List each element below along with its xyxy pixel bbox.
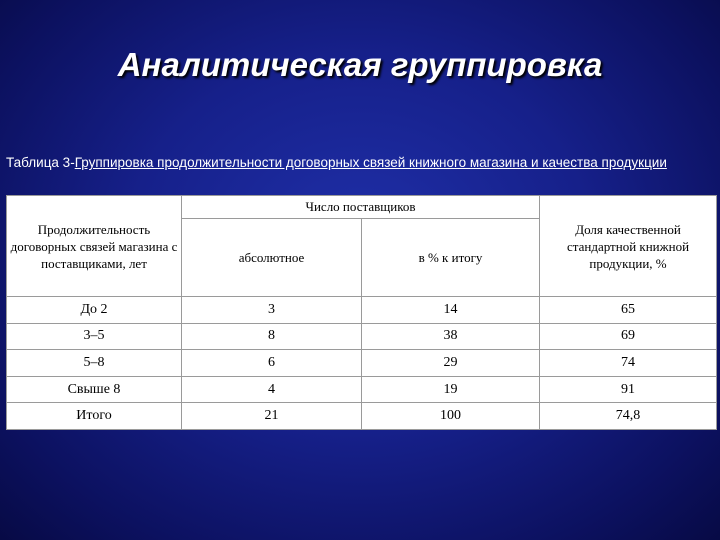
- table-row: [7, 376, 717, 403]
- row-percent: 14: [362, 297, 540, 324]
- grouping-table: [6, 195, 717, 430]
- table-row: [7, 350, 717, 377]
- row-share: 74,8: [540, 403, 717, 430]
- header-duration: Продолжительность договорных связей магазина с поставщиками, лет: [7, 196, 182, 297]
- row-percent: 100: [362, 403, 540, 430]
- slide-title: Аналитическая группировка: [117, 46, 603, 83]
- row-share: 65: [540, 297, 717, 324]
- row-absolute: 6: [182, 350, 362, 377]
- header-share: Доля качественной стандартной книжной продукции, %: [540, 196, 717, 297]
- grouping-table-container: [6, 195, 716, 430]
- row-duration: 5–8: [7, 350, 182, 377]
- row-percent: 29: [362, 350, 540, 377]
- table-caption: [6, 155, 706, 171]
- row-duration: До 2: [7, 297, 182, 324]
- row-duration: Свыше 8: [7, 376, 182, 403]
- header-absolute: абсолютное: [182, 219, 362, 297]
- row-percent: 38: [362, 323, 540, 350]
- table-row: [7, 297, 717, 324]
- row-percent: 19: [362, 376, 540, 403]
- row-absolute: 21: [182, 403, 362, 430]
- row-share: 69: [540, 323, 717, 350]
- row-duration: Итого: [7, 403, 182, 430]
- table-caption-prefix: Таблица 3-: [6, 155, 75, 170]
- row-share: 74: [540, 350, 717, 377]
- header-row-top: [7, 196, 717, 219]
- row-share: 91: [540, 376, 717, 403]
- header-percent: в % к итогу: [362, 219, 540, 297]
- header-suppliers-group: Число поставщиков: [182, 196, 540, 219]
- table-row: [7, 323, 717, 350]
- table-row-total: [7, 403, 717, 430]
- row-duration: 3–5: [7, 323, 182, 350]
- table-caption-text: Группировка продолжительности договорных связей книжного магазина и качества продукции: [74, 155, 667, 170]
- row-absolute: 3: [182, 297, 362, 324]
- row-absolute: 4: [182, 376, 362, 403]
- row-absolute: 8: [182, 323, 362, 350]
